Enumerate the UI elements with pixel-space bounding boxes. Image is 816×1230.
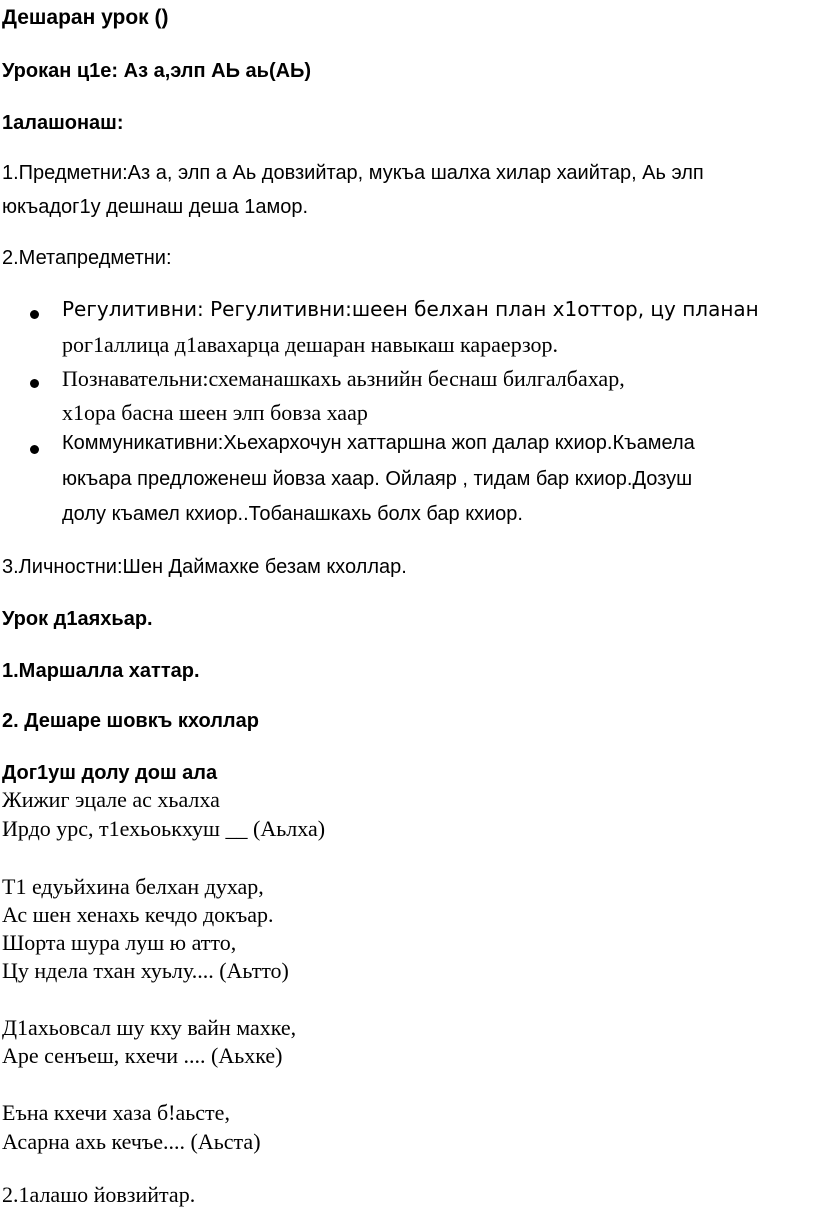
bullet-cognitive-line-2: х1ора басна шеен элп бовза хаар: [62, 400, 368, 425]
step-motivation: 2. Дешаре шовкъ кхоллар: [2, 710, 259, 732]
subject-goals-line-1: 1.Предметни:Аз а, элп а Аь довзийтар, мукъа шалха хилар хаийтар, Аь элп: [2, 162, 704, 184]
bullet-icon: [30, 445, 39, 454]
riddle-line: Ас шен хенахь кечдо докъар.: [2, 902, 274, 927]
bullet-icon: [30, 310, 39, 319]
bullet-icon: [30, 379, 39, 388]
bullet-communicative-line-3: долу къамел кхиор..Тобанашкахь болх бар кхиор.: [62, 503, 523, 525]
meta-heading: 2.Метапредметни:: [2, 247, 172, 269]
bullet-communicative-line-2: юкъара предложенеш йовза хаар. Ойлаяр , тидам бар кхиор.Дозуш: [62, 468, 693, 490]
riddle-line: Цу ндела тхан хуьлу.... (Аьтто): [2, 958, 289, 983]
bullet-regulative-line-2: рог1аллица д1авахарца дешаран навыкаш караерзор.: [62, 332, 559, 357]
bullet-communicative-line-1: Коммуникативни:Хьехархочун хаттаршна жоп далар кхиор.Къамела: [62, 432, 695, 454]
riddle-line: Ирдо урс, т1ехьоькхуш __ (Аьлха): [2, 816, 326, 841]
document-title: Дешаран урок (): [2, 6, 169, 29]
riddle-line: Еъна кхечи хаза б!аьсте,: [2, 1100, 230, 1125]
bullet-cognitive-line-1: Познавательни:схеманашкахь аьзнийн беснаш билгалбахар,: [62, 366, 625, 391]
step-greeting: 1.Маршалла хаттар.: [2, 660, 200, 682]
riddles-heading: Дог1уш долу дош ала: [2, 762, 218, 784]
lesson-goal: Урокан ц1е: Аз а,элп АЬ аь(АЬ): [2, 60, 312, 82]
riddle-line: Аре сенъеш, кхечи .... (Аьхке): [2, 1043, 283, 1068]
lesson-flow-heading: Урок д1аяхьар.: [2, 608, 153, 630]
bullet-regulative-line-1: Регулитивни: Регулитивни:шеен белхан план х1оттор, цу планан: [62, 297, 759, 321]
riddle-line: Т1 едуьйхина белхан духар,: [2, 874, 264, 899]
tasks-heading: 1алашонаш:: [2, 112, 124, 134]
final-step: 2.1алашо йовзийтар.: [2, 1182, 196, 1207]
riddle-line: Асарна ахь кечъе.... (Аьста): [2, 1129, 261, 1154]
personal-goals: 3.Личностни:Шен Даймахке безам кхоллар.: [2, 556, 407, 578]
riddle-line: Шорта шура луш ю атто,: [2, 930, 237, 955]
riddle-line: Жижиг эцале ас хьалха: [2, 787, 220, 812]
riddle-line: Д1ахьовсал шу кху вайн махке,: [2, 1015, 297, 1040]
subject-goals-line-2: юкъадог1у дешнаш деша 1амор.: [2, 196, 309, 218]
